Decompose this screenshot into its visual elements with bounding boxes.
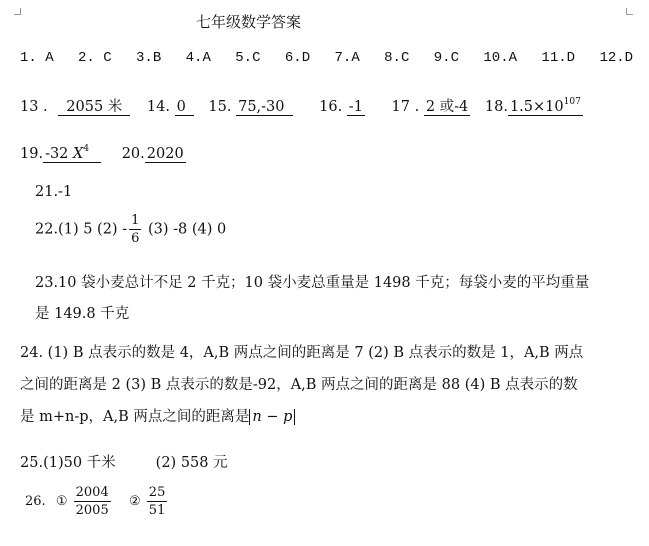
q25-part-2: (2) 558 元 bbox=[155, 455, 228, 471]
q20-number: 20. bbox=[121, 146, 145, 162]
q16-number: 16. bbox=[319, 99, 343, 115]
q14-answer: 0 bbox=[175, 99, 194, 116]
q26-circle-2: ② bbox=[129, 494, 141, 509]
q17-answer: 2 或-4 bbox=[425, 99, 469, 115]
q26-circle-1: ① bbox=[55, 494, 68, 509]
mc-answer: 6.D bbox=[284, 50, 311, 66]
fill-answers-row bbox=[20, 94, 583, 116]
q22-parts-3-4: (3) -8 (4) 0 bbox=[147, 221, 227, 238]
q19-variable: X bbox=[73, 146, 84, 162]
q25-number: 25. bbox=[20, 455, 44, 471]
q19-answer bbox=[43, 141, 101, 163]
q22-fraction bbox=[129, 214, 141, 245]
corner-mark-top-right bbox=[626, 8, 633, 15]
q24-line-2: 之间的距离是 2 (3) B 点表示的数是-92，A,B 两点之间的距离是 88 (4) B 点表示的数 bbox=[20, 377, 578, 393]
q19-exponent: 4 bbox=[83, 144, 90, 154]
mc-answer: 9.C bbox=[433, 50, 459, 66]
q26-number: 26. bbox=[25, 494, 46, 509]
q24-line-3 bbox=[20, 405, 295, 426]
q13-number: 13 . bbox=[20, 99, 48, 115]
q26-fraction-2-denominator: 51 bbox=[148, 503, 166, 518]
mc-answer: 8.C bbox=[384, 50, 410, 66]
q18-answer bbox=[508, 94, 583, 116]
q22-fraction-denominator: 6 bbox=[131, 231, 140, 246]
q22-fraction-numerator: 1 bbox=[131, 213, 140, 228]
q20-answer: 2020 bbox=[146, 146, 184, 162]
mc-answer: 7.A bbox=[334, 50, 360, 66]
q25-part-1: (1)50 千米 bbox=[43, 455, 116, 471]
q23-line-2: 是 149.8 千克 bbox=[35, 306, 130, 322]
q26-fraction-2 bbox=[147, 486, 168, 517]
q26-fraction-2-numerator: 25 bbox=[148, 485, 166, 500]
q23-line-1: 23.10 袋小麦总计不足 2 千克；10 袋小麦总重量是 1498 千克；每袋小麦的平均重量 bbox=[35, 275, 590, 291]
q19-q20-row bbox=[20, 141, 186, 163]
q14-number: 14. bbox=[146, 99, 170, 115]
q15-number: 15. bbox=[208, 99, 232, 115]
q26-fraction-1-denominator: 2005 bbox=[75, 503, 109, 518]
mc-answer: 3.B bbox=[136, 50, 162, 66]
mc-answer: 2. C bbox=[78, 50, 112, 66]
q17-number: 17 . bbox=[391, 99, 420, 115]
q26-fraction-1 bbox=[74, 486, 111, 517]
mc-answer: 11.D bbox=[541, 50, 576, 66]
mc-answers-row bbox=[20, 50, 633, 66]
q13-answer: 2055 米 bbox=[58, 99, 130, 116]
mc-answer: 10.A bbox=[483, 50, 518, 66]
q24-line-3-text: 是 m+n-p，A,B 两点之间的距离是 bbox=[20, 409, 250, 425]
q22-row bbox=[35, 214, 226, 245]
q19-number: 19. bbox=[20, 146, 44, 162]
q18-number: 18. bbox=[484, 99, 508, 115]
mc-answer: 4.A bbox=[185, 50, 211, 66]
q25-row bbox=[20, 451, 228, 472]
q26-fraction-1-numerator: 2004 bbox=[75, 485, 109, 500]
q26-row bbox=[25, 486, 169, 517]
q21-answer: 21.-1 bbox=[35, 184, 73, 200]
q22-parts-1-2: 22.(1) 5 (2) - bbox=[35, 221, 128, 238]
q24-line-1: 24. (1) B 点表示的数是 4，A,B 两点之间的距离是 7 (2) B 点表示的数是 1，A,B 两点 bbox=[20, 345, 584, 361]
mc-answer: 12.D bbox=[599, 50, 634, 66]
mc-answer: 1. A bbox=[20, 50, 54, 66]
corner-mark-top-left bbox=[14, 8, 21, 15]
page-title: 七年级数学答案 bbox=[196, 13, 302, 31]
mc-answer: 5.C bbox=[235, 50, 261, 66]
q19-coefficient: -32 bbox=[45, 146, 69, 162]
q18-exponent: 107 bbox=[563, 97, 581, 107]
q15-answer: 75,-30 bbox=[236, 99, 292, 116]
q24-absolute-value: n − p bbox=[249, 409, 295, 425]
q16-answer: -1 bbox=[348, 99, 363, 115]
q18-mantissa: 1.5×10 bbox=[509, 99, 564, 115]
